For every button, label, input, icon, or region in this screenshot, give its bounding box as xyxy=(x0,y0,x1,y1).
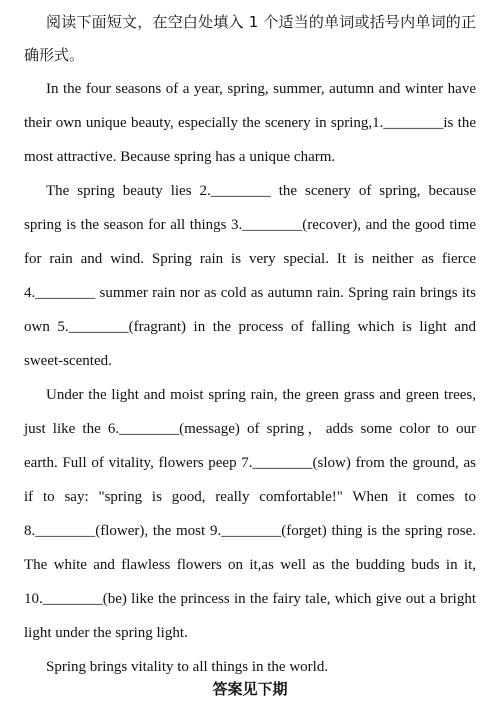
paragraph-4: Spring brings vitality to all things in the world. xyxy=(46,659,329,675)
answer-note: 答案见下期 xyxy=(212,680,288,698)
paragraph-1: In the four seasons of a year, spring, summer, autumn and winter have their own unique beauty, especially the scenery in spring,1.________is the most attractive. Because spring has a unique charm. xyxy=(24,81,476,165)
paragraph-3: Under the light and moist spring rain, the green grass and green trees, just like the 6.________(message) of spring，adds some color to our earth. Full of vitality, flowers peep 7.________(slow) from the ground, as if to say: "spring is good, really comfortable!" When it comes to 8.________(flower), the most 9.________(forget) thing is the spring rose. The white and flawless flowers on it,as well as the budding buds in it, 10.________(be) like the princess in the fairy tale, which give out a bright light under the spring light. xyxy=(24,387,476,641)
instruction-text: 阅读下面短文，在空白处填入 1 个适当的单词或括号内单词的正确形式。 xyxy=(24,13,476,64)
paragraph-2: The spring beauty lies 2.________ the scenery of spring, because spring is the season for all things 3.________(recover), and the good time for rain and wind. Spring rain is very special. It is neither as fierce 4.________ summer rain nor as cold as autumn rain. Spring rain brings its own 5.________(fragrant) in the process of falling which is light and sweet-scented. xyxy=(24,183,476,369)
